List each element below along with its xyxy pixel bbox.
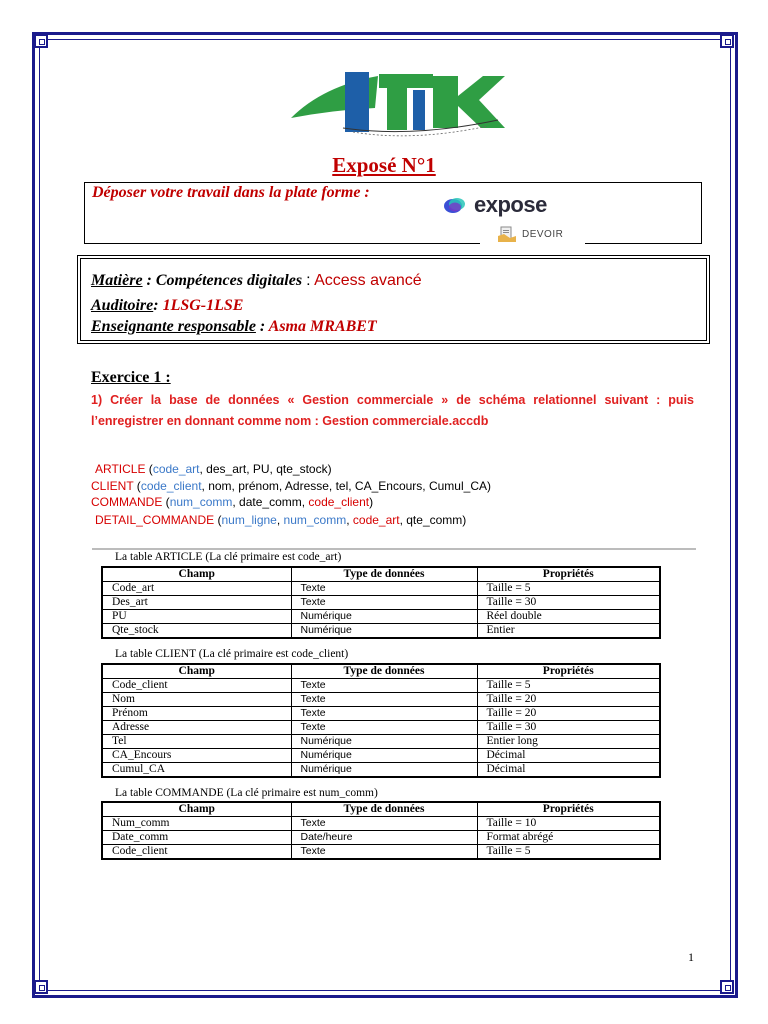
schema-primary-key: num_comm [169,495,233,509]
cell-proprietes: Décimal [477,749,660,763]
cell-proprietes: Taille = 10 [477,817,660,831]
cell-proprietes: Décimal [477,763,660,778]
table-row [102,582,660,596]
auditoire-colon: : [153,297,163,314]
school-logo [283,68,508,140]
schema-client: CLIENT (code_client, nom, prénom, Adresse, tel, CA_Encours, Cumul_CA) [91,479,491,493]
page-title: Exposé N°1 [332,153,436,177]
table-row [102,693,660,707]
matiere-label: Matière [91,272,143,289]
cell-type: Numérique [291,763,477,778]
cell-type: Texte [291,707,477,721]
schema-separator: , [346,513,353,527]
table-header-row [102,567,660,582]
schema-separator: , [276,513,284,527]
schema-attributes: , nom, prénom, Adresse, tel, CA_Encours, Cumul_CA) [201,479,491,493]
schema-article: ARTICLE (code_art, des_art, PU, qte_stock) [95,462,332,476]
header-proprietes: Propriétés [477,802,660,817]
assignment-icon [498,226,516,242]
devoir-link[interactable] [480,222,585,246]
table-header-row [102,664,660,679]
schema-primary-key: code_client [140,479,202,493]
schema-attributes-end: ) [369,495,374,509]
cell-proprietes: Taille = 30 [477,596,660,610]
border-corner-bottom-right [720,980,734,994]
enseignante-line [91,318,377,336]
header-type: Type de données [291,567,477,582]
cell-type: Texte [291,693,477,707]
schema-foreign-key: code_art [352,513,400,527]
cell-champ: CA_Encours [102,749,291,763]
cell-champ: PU [102,610,291,624]
exercise-title: Exercice 1 : [91,369,171,386]
cell-champ: Qte_stock [102,624,291,639]
schema-attributes-end: , qte_comm) [399,513,467,527]
cell-champ: Tel [102,735,291,749]
header-type: Type de données [291,664,477,679]
cell-champ: Date_comm [102,831,291,845]
table-article [101,566,661,639]
header-champ: Champ [102,664,291,679]
table-row [102,596,660,610]
cell-champ: Des_art [102,596,291,610]
enseignante-value: Asma MRABET [268,318,377,335]
cell-proprietes: Taille = 5 [477,845,660,860]
schema-attributes: , date_comm, [232,495,309,509]
enseignante-colon: : [255,318,269,335]
cell-champ: Code_client [102,845,291,860]
border-corner-top-left [34,34,48,48]
schema-attributes: , des_art, PU, qte_stock) [199,462,332,476]
cell-type: Date/heure [291,831,477,845]
table-row [102,735,660,749]
schema-entity: ARTICLE [95,462,146,476]
schema-commande: COMMANDE (num_comm, date_comm, code_client) [91,495,374,509]
header-proprietes: Propriétés [477,664,660,679]
cell-proprietes: Taille = 30 [477,721,660,735]
table-row [102,624,660,639]
header-champ: Champ [102,802,291,817]
schema-entity: COMMANDE [91,495,163,509]
cell-champ: Adresse [102,721,291,735]
auditoire-label: Auditoire [91,297,154,314]
table-caption-article: La table ARTICLE (La clé primaire est code_art) [115,551,342,563]
cell-proprietes: Taille = 5 [477,679,660,693]
matiere-extra: Access avancé [314,272,422,289]
cell-champ: Num_comm [102,817,291,831]
table-row [102,679,660,693]
devoir-label: DEVOIR [522,228,564,240]
schema-foreign-key: code_client [308,495,370,509]
border-corner-top-right [720,34,734,48]
cell-champ: Code_art [102,582,291,596]
matiere-line [91,272,422,290]
exercise-instruction: 1) Créer la base de données « Gestion commerciale » de schéma relationnel suivant : puis l’enregistrer en donnant comme nom : Gestion commerciale.accdb [91,393,694,428]
cell-type: Texte [291,596,477,610]
header-proprietes: Propriétés [477,567,660,582]
cell-champ: Code_client [102,679,291,693]
cell-proprietes: Taille = 20 [477,693,660,707]
table-row [102,721,660,735]
cell-type: Texte [291,679,477,693]
cell-proprietes: Entier long [477,735,660,749]
cell-champ: Nom [102,693,291,707]
table-caption-commande: La table COMMANDE (La clé primaire est num_comm) [115,787,378,799]
table-row [102,763,660,778]
schema-detail-commande: DETAIL_COMMANDE (num_ligne, num_comm, code_art, qte_comm) [95,513,467,527]
cell-type: Numérique [291,624,477,639]
divider [92,548,696,550]
cell-type: Numérique [291,735,477,749]
cell-type: Numérique [291,749,477,763]
table-row [102,845,660,860]
cell-type: Numérique [291,610,477,624]
cell-proprietes: Taille = 5 [477,582,660,596]
auditoire-value: 1LSG-1LSE [162,297,244,314]
cell-proprietes: Entier [477,624,660,639]
cell-type: Texte [291,582,477,596]
table-commande [101,801,661,860]
expose-icon [442,195,468,215]
enseignante-label: Enseignante responsable [91,318,256,335]
expose-platform-logo[interactable] [442,188,582,222]
border-corner-bottom-left [34,980,48,994]
table-row [102,749,660,763]
cell-champ: Cumul_CA [102,763,291,778]
cell-proprietes: Format abrégé [477,831,660,845]
table-row [102,610,660,624]
table-client [101,663,661,778]
table-header-row [102,802,660,817]
schema-primary-key: code_art [152,462,200,476]
cell-proprietes: Réel double [477,610,660,624]
cell-type: Texte [291,817,477,831]
cell-champ: Prénom [102,707,291,721]
header-champ: Champ [102,567,291,582]
header-type: Type de données [291,802,477,817]
table-row [102,817,660,831]
matiere-value: : Compétences digitales [142,272,307,289]
schema-entity: DETAIL_COMMANDE [95,513,215,527]
cell-type: Texte [291,845,477,860]
table-row [102,831,660,845]
deposit-instruction: Déposer votre travail dans la plate forme : [92,184,370,201]
table-row [102,707,660,721]
schema-entity: CLIENT [91,479,134,493]
schema-primary-key: num_ligne [221,513,277,527]
cell-proprietes: Taille = 20 [477,707,660,721]
matiere-colon: : [306,272,315,289]
auditoire-line [91,297,243,315]
cell-type: Texte [291,721,477,735]
table-caption-client: La table CLIENT (La clé primaire est code_client) [115,648,349,660]
page-number: 1 [688,950,694,964]
expose-platform-name: expose [474,192,547,217]
schema-foreign-key: num_comm [283,513,347,527]
